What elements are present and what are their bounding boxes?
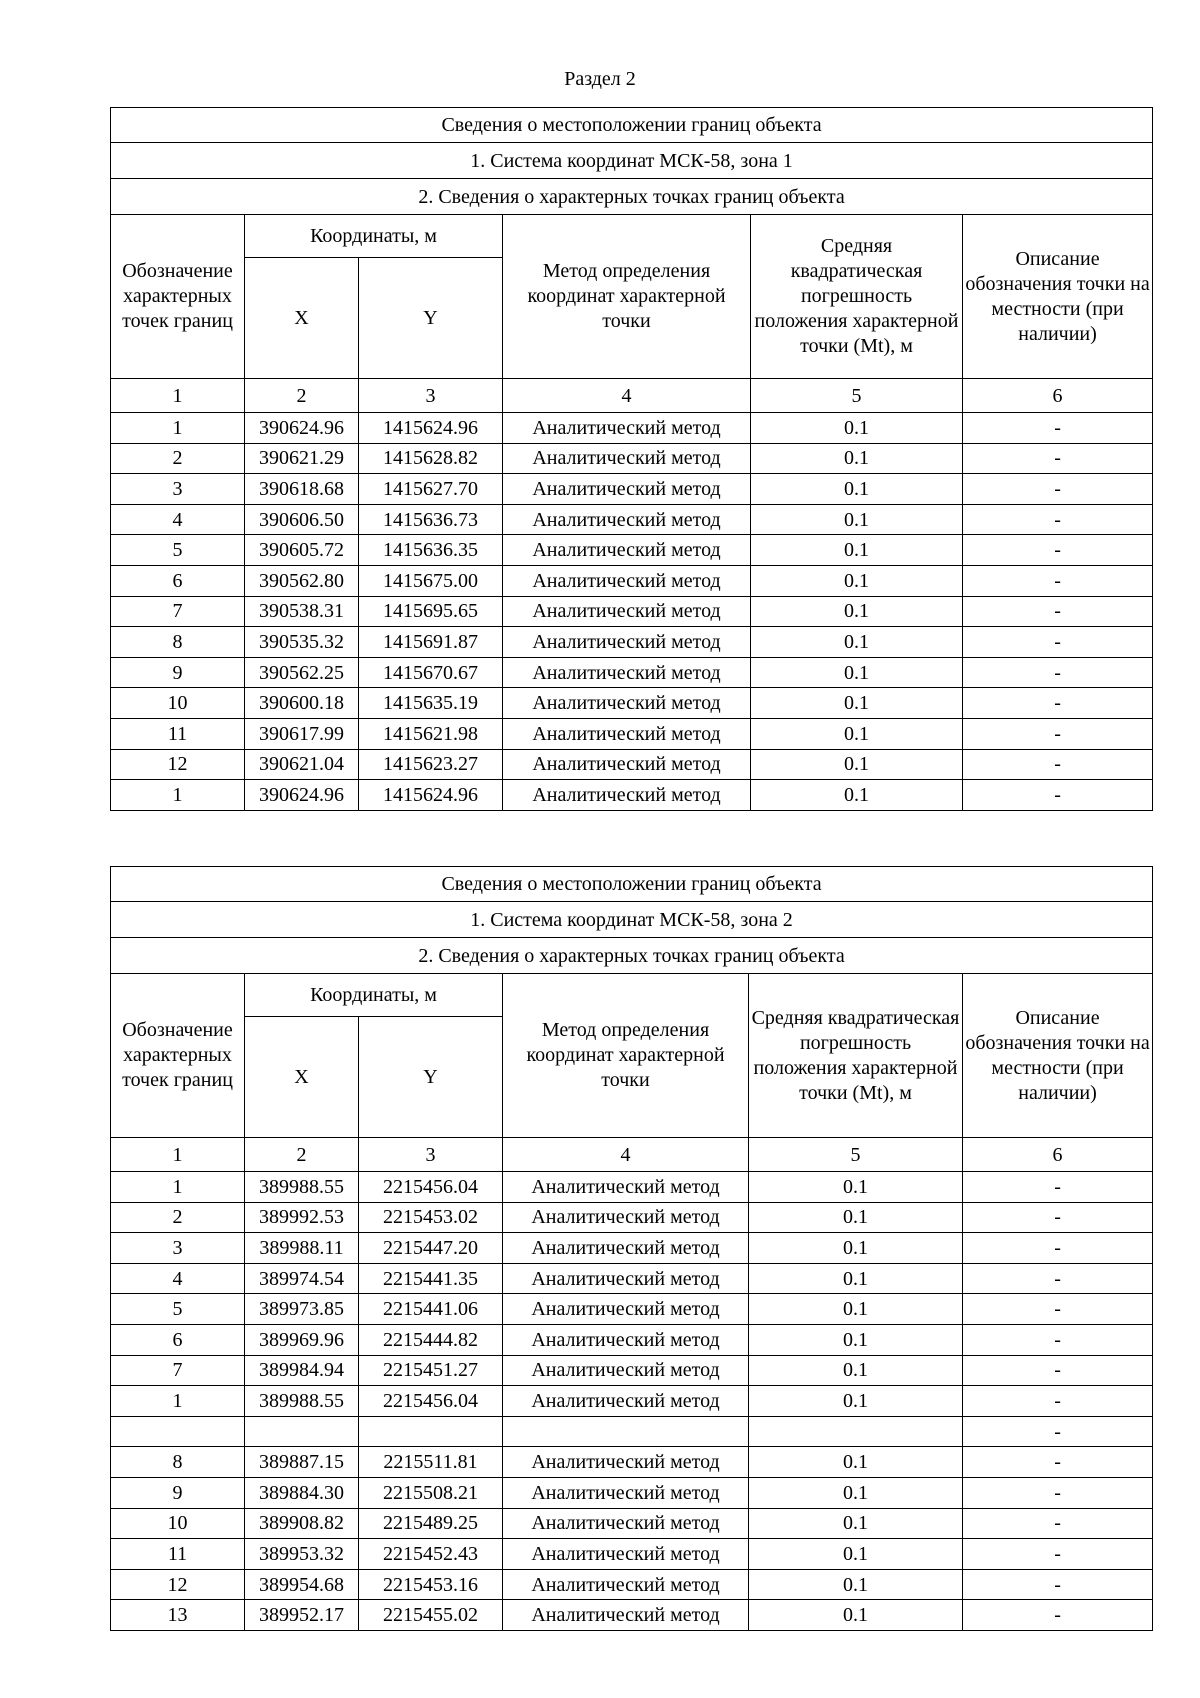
column-number: 2 (245, 379, 359, 413)
cell-x: 389984.94 (245, 1355, 359, 1386)
coordinates-table-zone-1 (110, 107, 1153, 811)
cell-point: 13 (111, 1600, 245, 1631)
cell-method: Аналитический метод (503, 1386, 749, 1417)
cell-y: 2215451.27 (359, 1355, 503, 1386)
table-title: Сведения о местоположении границ объекта (111, 867, 1153, 902)
cell-method: Аналитический метод (503, 1477, 749, 1508)
cell-y: 2215455.02 (359, 1600, 503, 1631)
cell-method: Аналитический метод (503, 1233, 749, 1264)
cell-x: 389969.96 (245, 1324, 359, 1355)
cell-point: 7 (111, 1355, 245, 1386)
cell-x: 389974.54 (245, 1263, 359, 1294)
cell-description: - (963, 1294, 1153, 1325)
column-number: 6 (963, 379, 1153, 413)
column-number: 5 (751, 379, 963, 413)
cell-point: 6 (111, 565, 245, 596)
cell-x: 389988.11 (245, 1233, 359, 1264)
cell-method: Аналитический метод (503, 1202, 749, 1233)
cell-description: - (963, 565, 1153, 596)
cell-description: - (963, 718, 1153, 749)
table-row (111, 627, 1153, 658)
cell-method: Аналитический метод (503, 1569, 749, 1600)
table-row (111, 413, 1153, 444)
cell-description: - (963, 1172, 1153, 1203)
cell-y: 2215456.04 (359, 1172, 503, 1203)
cell-error: 0.1 (751, 535, 963, 566)
cell-point: 9 (111, 1477, 245, 1508)
header-coordinates: Координаты, м (245, 974, 503, 1017)
cell-point: 10 (111, 688, 245, 719)
cell-description: - (963, 657, 1153, 688)
table-row (111, 1447, 1153, 1478)
cell-error: 0.1 (749, 1508, 963, 1539)
cell-point: 4 (111, 504, 245, 535)
cell-x: 390617.99 (245, 718, 359, 749)
cell-y: 1415623.27 (359, 749, 503, 780)
table-row (111, 1600, 1153, 1631)
table-row (111, 1416, 1153, 1447)
cell-method: Аналитический метод (503, 749, 751, 780)
cell-x: 390562.80 (245, 565, 359, 596)
cell-description: - (963, 1233, 1153, 1264)
cell-y: 2215453.16 (359, 1569, 503, 1600)
cell-y: 2215452.43 (359, 1539, 503, 1570)
header-error: Средняя квадратическая погрешность положения характерной точки (Mt), м (749, 974, 963, 1138)
table-row (111, 718, 1153, 749)
cell-y: 1415621.98 (359, 718, 503, 749)
cell-description: - (963, 1416, 1153, 1447)
table-row (111, 1355, 1153, 1386)
table-subtitle: 2. Сведения о характерных точках границ объекта (111, 938, 1153, 974)
cell-y: 1415628.82 (359, 443, 503, 474)
cell-error: 0.1 (749, 1447, 963, 1478)
cell-point: 10 (111, 1508, 245, 1539)
cell-description: - (963, 1569, 1153, 1600)
cell-x: 389992.53 (245, 1202, 359, 1233)
cell-description: - (963, 688, 1153, 719)
table-row (111, 565, 1153, 596)
cell-x: 389973.85 (245, 1294, 359, 1325)
cell-description: - (963, 474, 1153, 505)
cell-method: Аналитический метод (503, 504, 751, 535)
cell-description: - (963, 1508, 1153, 1539)
cell-method: Аналитический метод (503, 1600, 749, 1631)
cell-description: - (963, 535, 1153, 566)
cell-y: 1415695.65 (359, 596, 503, 627)
cell-description: - (963, 1202, 1153, 1233)
table-subtitle: 2. Сведения о характерных точках границ объекта (111, 179, 1153, 215)
header-description: Описание обозначения точки на местности (при наличии) (963, 215, 1153, 379)
cell-point: 4 (111, 1263, 245, 1294)
table-row (111, 1233, 1153, 1264)
cell-point: 2 (111, 443, 245, 474)
cell-method: Аналитический метод (503, 627, 751, 658)
header-coordinates: Координаты, м (245, 215, 503, 258)
cell-x: 390606.50 (245, 504, 359, 535)
cell-error: 0.1 (751, 413, 963, 444)
cell-point: 5 (111, 535, 245, 566)
header-x: X (245, 1017, 359, 1138)
cell-x: 390562.25 (245, 657, 359, 688)
cell-y: 2215511.81 (359, 1447, 503, 1478)
column-number: 5 (749, 1138, 963, 1172)
cell-error: 0.1 (751, 688, 963, 719)
cell-point: 1 (111, 1386, 245, 1417)
coordinate-system: 1. Система координат МСК-58, зона 1 (111, 143, 1153, 179)
cell-error: 0.1 (751, 443, 963, 474)
cell-x: 389953.32 (245, 1539, 359, 1570)
cell-point: 7 (111, 596, 245, 627)
cell-point: 12 (111, 1569, 245, 1600)
cell-error: 0.1 (749, 1569, 963, 1600)
cell-y: 2215489.25 (359, 1508, 503, 1539)
cell-point: 8 (111, 627, 245, 658)
table-row (111, 1294, 1153, 1325)
cell-error: 0.1 (749, 1477, 963, 1508)
cell-error: 0.1 (749, 1172, 963, 1203)
table-row (111, 780, 1153, 811)
table-row (111, 1477, 1153, 1508)
cell-y: 1415627.70 (359, 474, 503, 505)
header-x: X (245, 258, 359, 379)
cell-y: 2215441.06 (359, 1294, 503, 1325)
cell-error: 0.1 (751, 780, 963, 811)
cell-method: Аналитический метод (503, 657, 751, 688)
column-number-row (111, 1138, 1153, 1172)
table-row (111, 504, 1153, 535)
cell-method (503, 1416, 749, 1447)
cell-method: Аналитический метод (503, 1263, 749, 1294)
header-method: Метод определения координат характерной точки (503, 215, 751, 379)
column-number: 4 (503, 1138, 749, 1172)
header-method: Метод определения координат характерной точки (503, 974, 749, 1138)
table-row (111, 1263, 1153, 1294)
cell-y: 2215447.20 (359, 1233, 503, 1264)
cell-error: 0.1 (751, 474, 963, 505)
cell-description: - (963, 443, 1153, 474)
cell-x: 389887.15 (245, 1447, 359, 1478)
cell-point: 6 (111, 1324, 245, 1355)
coordinate-system: 1. Система координат МСК-58, зона 2 (111, 902, 1153, 938)
cell-error: 0.1 (751, 596, 963, 627)
cell-point: 12 (111, 749, 245, 780)
cell-point: 1 (111, 780, 245, 811)
table-row (111, 474, 1153, 505)
table-row (111, 657, 1153, 688)
cell-y: 1415624.96 (359, 780, 503, 811)
cell-error: 0.1 (751, 627, 963, 658)
cell-method: Аналитический метод (503, 596, 751, 627)
cell-error: 0.1 (749, 1202, 963, 1233)
cell-error: 0.1 (749, 1294, 963, 1325)
cell-error: 0.1 (751, 749, 963, 780)
cell-error: 0.1 (751, 565, 963, 596)
header-point: Обозначение характерных точек границ (111, 974, 245, 1138)
coordinates-table-zone-2 (110, 866, 1153, 1631)
header-error: Средняя квадратическая погрешность положения характерной точки (Mt), м (751, 215, 963, 379)
cell-description: - (963, 1600, 1153, 1631)
cell-y: 1415670.67 (359, 657, 503, 688)
cell-x: 390621.29 (245, 443, 359, 474)
cell-y: 2215456.04 (359, 1386, 503, 1417)
cell-point: 3 (111, 474, 245, 505)
cell-description: - (963, 1477, 1153, 1508)
cell-y: 1415635.19 (359, 688, 503, 719)
header-y: Y (359, 258, 503, 379)
cell-point: 8 (111, 1447, 245, 1478)
cell-error: 0.1 (751, 504, 963, 535)
cell-error: 0.1 (749, 1324, 963, 1355)
cell-description: - (963, 1447, 1153, 1478)
cell-x: 389952.17 (245, 1600, 359, 1631)
table-row (111, 1508, 1153, 1539)
cell-point: 9 (111, 657, 245, 688)
table-title: Сведения о местоположении границ объекта (111, 108, 1153, 143)
cell-y: 1415624.96 (359, 413, 503, 444)
cell-description: - (963, 627, 1153, 658)
cell-point: 11 (111, 718, 245, 749)
cell-error: 0.1 (749, 1539, 963, 1570)
cell-method: Аналитический метод (503, 565, 751, 596)
column-number-row (111, 379, 1153, 413)
cell-description: - (963, 413, 1153, 444)
cell-method: Аналитический метод (503, 535, 751, 566)
cell-x: 390624.96 (245, 413, 359, 444)
cell-x: 390621.04 (245, 749, 359, 780)
cell-method: Аналитический метод (503, 1355, 749, 1386)
cell-y: 1415636.35 (359, 535, 503, 566)
cell-y (359, 1416, 503, 1447)
cell-description: - (963, 1539, 1153, 1570)
cell-method: Аналитический метод (503, 474, 751, 505)
cell-y: 1415691.87 (359, 627, 503, 658)
column-number: 6 (963, 1138, 1153, 1172)
cell-error: 0.1 (749, 1355, 963, 1386)
cell-x: 390605.72 (245, 535, 359, 566)
column-number: 2 (245, 1138, 359, 1172)
cell-method: Аналитический метод (503, 688, 751, 719)
cell-x: 390618.68 (245, 474, 359, 505)
cell-error (749, 1416, 963, 1447)
table-row (111, 443, 1153, 474)
table-row (111, 1569, 1153, 1600)
table-row (111, 1386, 1153, 1417)
cell-x: 389988.55 (245, 1386, 359, 1417)
cell-method: Аналитический метод (503, 1539, 749, 1570)
cell-y: 2215508.21 (359, 1477, 503, 1508)
header-point: Обозначение характерных точек границ (111, 215, 245, 379)
cell-point: 3 (111, 1233, 245, 1264)
cell-description: - (963, 1263, 1153, 1294)
table-row (111, 1324, 1153, 1355)
cell-x (245, 1416, 359, 1447)
table-row (111, 749, 1153, 780)
cell-error: 0.1 (749, 1600, 963, 1631)
cell-error: 0.1 (749, 1263, 963, 1294)
cell-error: 0.1 (751, 657, 963, 688)
cell-method: Аналитический метод (503, 413, 751, 444)
cell-description: - (963, 1355, 1153, 1386)
cell-method: Аналитический метод (503, 443, 751, 474)
cell-x: 390535.32 (245, 627, 359, 658)
table-row (111, 1539, 1153, 1570)
cell-method: Аналитический метод (503, 780, 751, 811)
cell-description: - (963, 1386, 1153, 1417)
cell-y: 2215441.35 (359, 1263, 503, 1294)
table-row (111, 1172, 1153, 1203)
cell-method: Аналитический метод (503, 718, 751, 749)
cell-point: 2 (111, 1202, 245, 1233)
table-row (111, 535, 1153, 566)
section-title: Раздел 2 (564, 68, 636, 90)
table-row (111, 688, 1153, 719)
cell-error: 0.1 (749, 1233, 963, 1264)
header-y: Y (359, 1017, 503, 1138)
column-number: 3 (359, 1138, 503, 1172)
cell-method: Аналитический метод (503, 1172, 749, 1203)
cell-point: 11 (111, 1539, 245, 1570)
cell-x: 390624.96 (245, 780, 359, 811)
cell-x: 389988.55 (245, 1172, 359, 1203)
cell-x: 390600.18 (245, 688, 359, 719)
cell-point: 1 (111, 413, 245, 444)
table-row (111, 1202, 1153, 1233)
cell-point: 1 (111, 1172, 245, 1203)
cell-description: - (963, 749, 1153, 780)
cell-method: Аналитический метод (503, 1508, 749, 1539)
cell-y: 1415636.73 (359, 504, 503, 535)
cell-method: Аналитический метод (503, 1324, 749, 1355)
cell-y: 2215453.02 (359, 1202, 503, 1233)
cell-error: 0.1 (751, 718, 963, 749)
cell-point: 5 (111, 1294, 245, 1325)
column-number: 3 (359, 379, 503, 413)
column-number: 1 (111, 1138, 245, 1172)
table-row (111, 596, 1153, 627)
cell-method: Аналитический метод (503, 1447, 749, 1478)
cell-description: - (963, 1324, 1153, 1355)
cell-description: - (963, 504, 1153, 535)
cell-x: 389908.82 (245, 1508, 359, 1539)
column-number: 4 (503, 379, 751, 413)
cell-y: 1415675.00 (359, 565, 503, 596)
cell-x: 389954.68 (245, 1569, 359, 1600)
cell-x: 389884.30 (245, 1477, 359, 1508)
cell-method: Аналитический метод (503, 1294, 749, 1325)
cell-description: - (963, 596, 1153, 627)
column-number: 1 (111, 379, 245, 413)
header-description: Описание обозначения точки на местности (при наличии) (963, 974, 1153, 1138)
cell-point (111, 1416, 245, 1447)
cell-description: - (963, 780, 1153, 811)
cell-error: 0.1 (749, 1386, 963, 1417)
cell-y: 2215444.82 (359, 1324, 503, 1355)
cell-x: 390538.31 (245, 596, 359, 627)
